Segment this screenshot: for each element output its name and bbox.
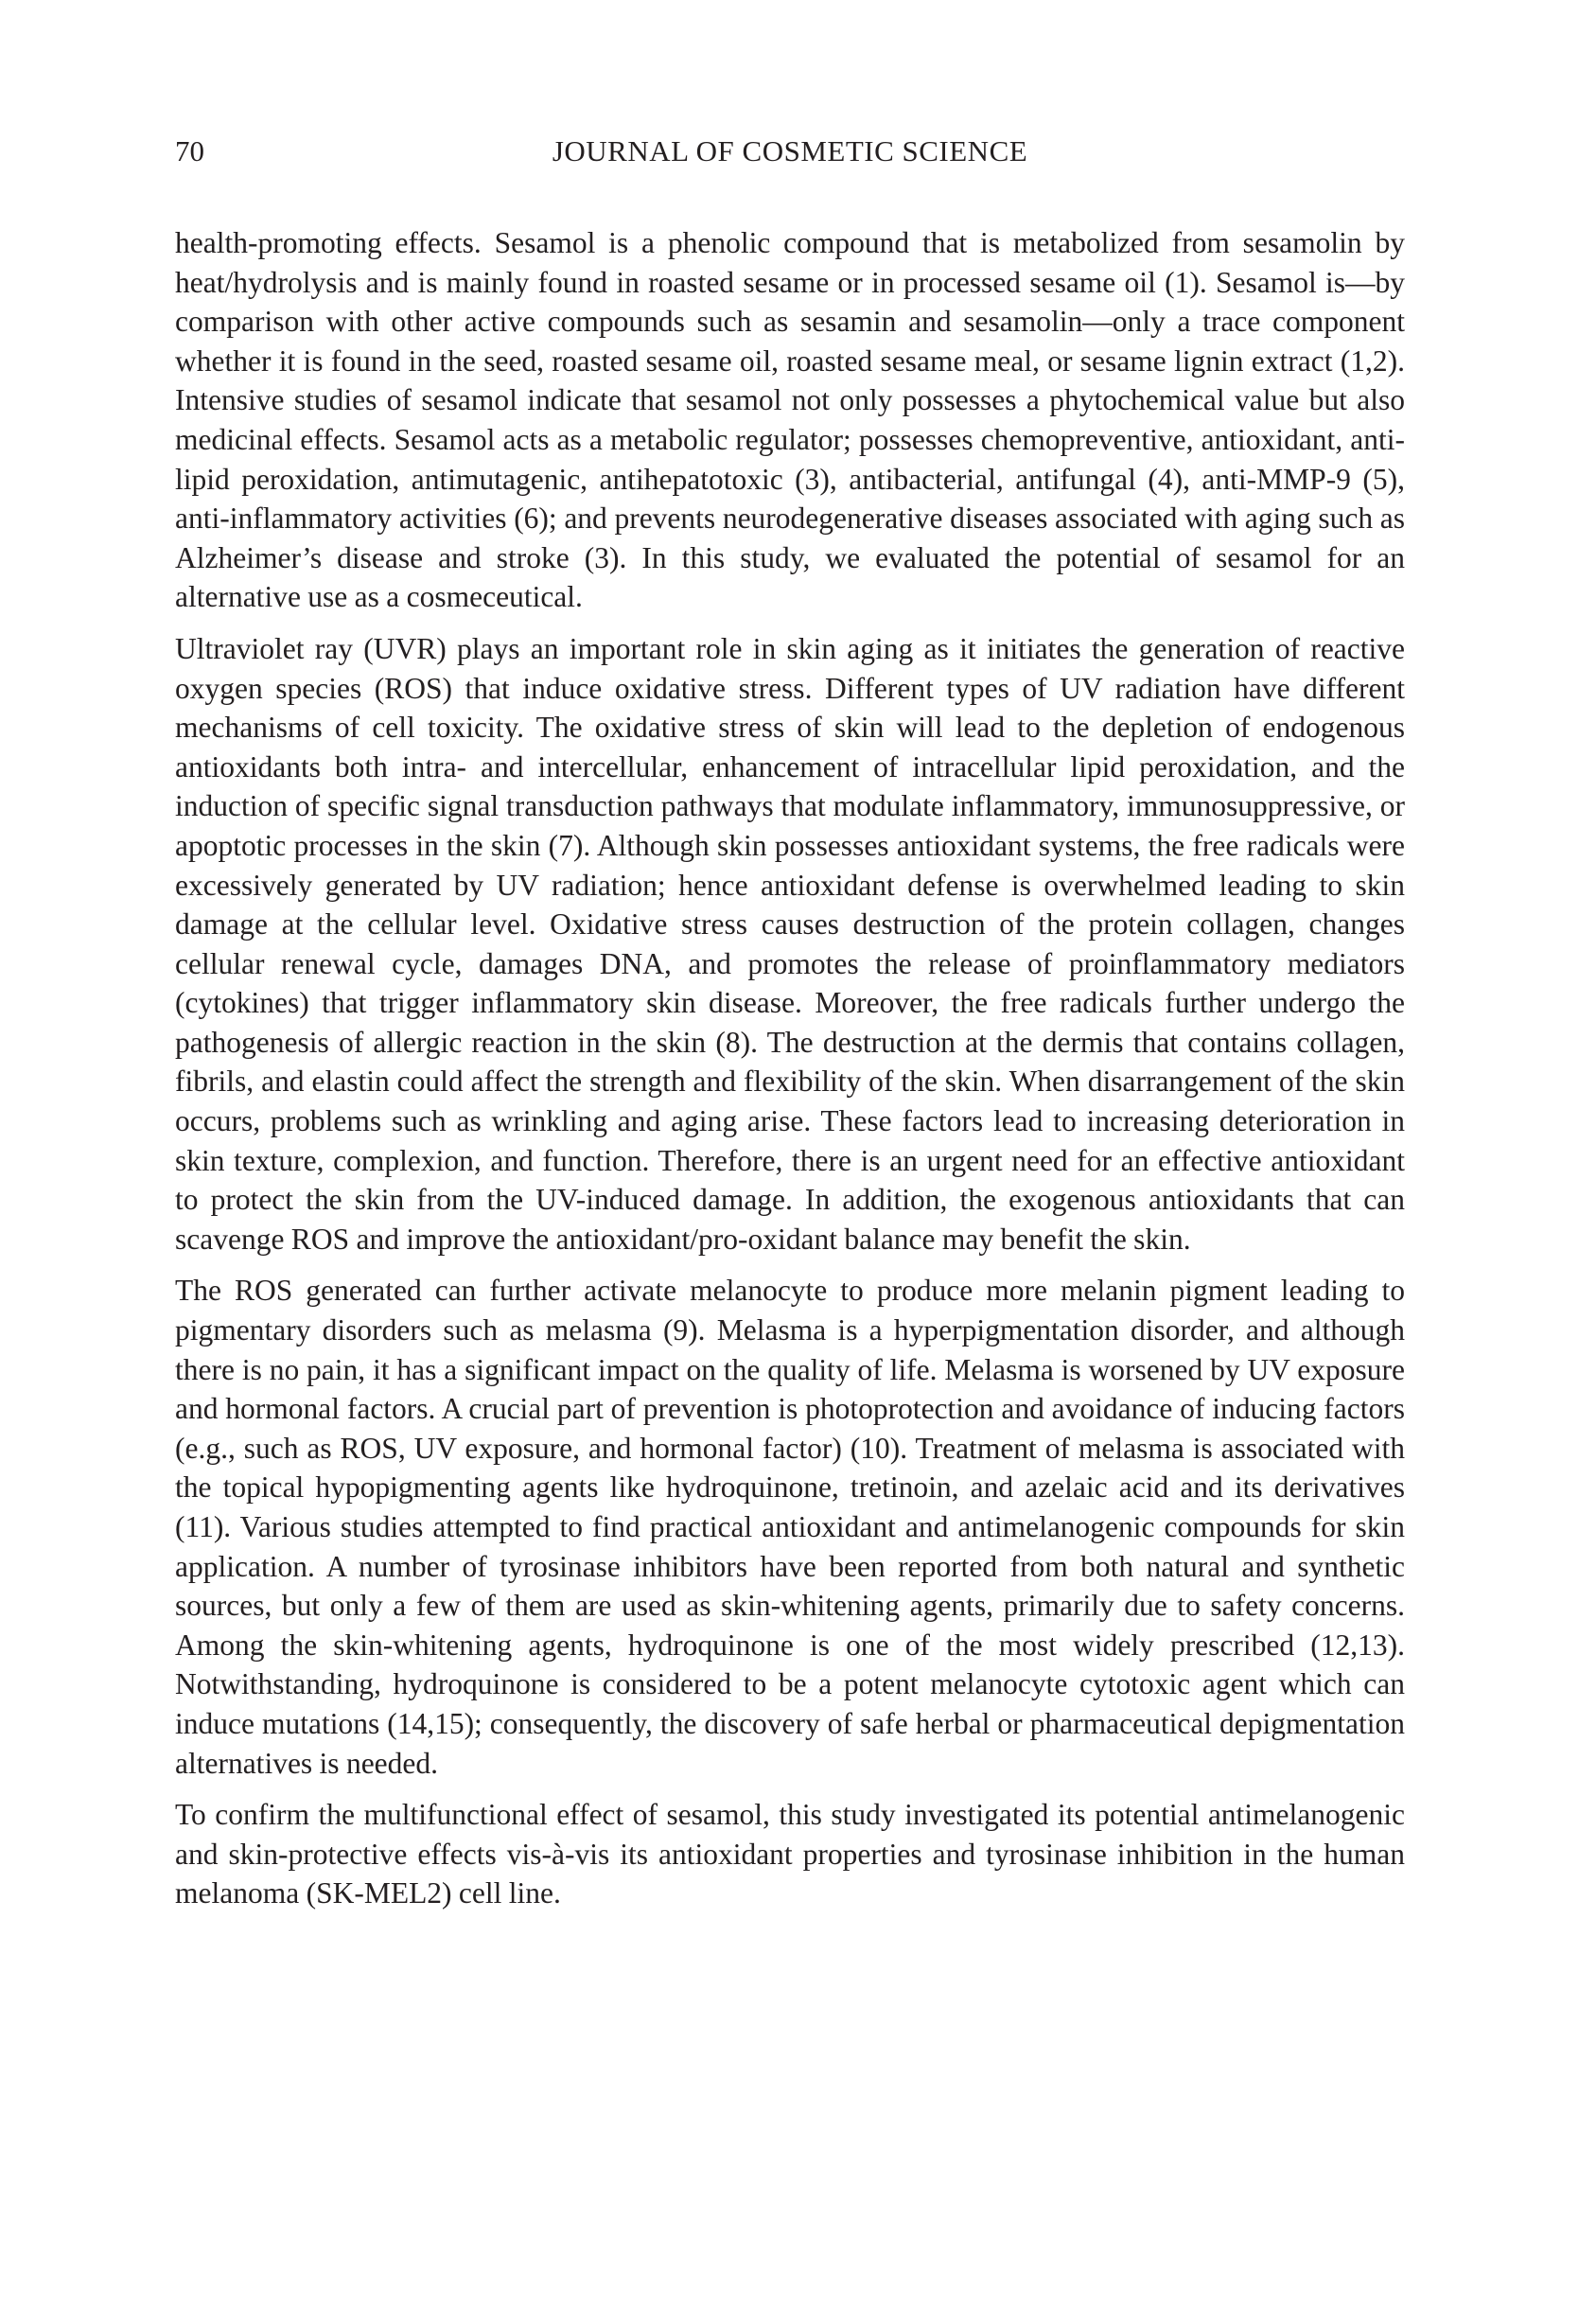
paragraph-melasma: The ROS generated can further activate melanocyte to produce more melanin pigment leading to pigmentary disorders such as melasma (9). Melasma is a hyperpigmentation disorder, and although there is no pain, it has a significant impact on the quality of life. Melasma is worsened by UV exposure and hormonal factors. A crucial part of prevention is photoprotection and avoidance of inducing factors (e.g., such as ROS, UV exposure, and hormonal factor) (10). Treatment of melasma is associated with the topical hypopigmenting agents like hydroquinone, tretinoin, and azelaic acid and its derivatives (11). Various studies attempted to find practical antioxidant and antimelanogenic compounds for skin application. A number of tyrosinase inhibitors have been reported from both natural and synthetic sources, but only a few of them are used as skin-whitening agents, primarily due to safety concerns. Among the skin-whitening agents, hydroquinone is one of the most widely prescribed (12,13). Notwithstanding, hydroquinone is considered to be a potent melanocyte cytotoxic agent which can induce mutations (14,15); consequently, the discovery of safe herbal or pharmaceutical depigmentation alternatives is needed.: [175, 1274, 1405, 1780]
running-header: [175, 131, 1405, 172]
body-text: [175, 223, 1405, 1926]
journal-title: JOURNAL OF COSMETIC SCIENCE: [552, 134, 1028, 167]
paragraph-sesamol-intro: health-promoting effects. Sesamol is a phenolic compound that is metabolized from sesamolin by heat/hydrolysis and is mainly found in roasted sesame or in processed sesame oil (1). Sesamol is—by comparison with other active compounds such as sesamin and sesamolin—only a trace component whether it is found in the seed, roasted sesame oil, roasted sesame meal, or sesame lignin extract (1,2). Intensive studies of sesamol indicate that sesamol not only possesses a phytochemical value but also medicinal effects. Sesamol acts as a metabolic regulator; possesses chemopreventive, antioxidant, anti-lipid peroxidation, antimutagenic, antihepatotoxic (3), antibacterial, antifungal (4), anti-MMP-9 (5), anti-inflammatory activities (6); and prevents neurodegenerative diseases associated with aging such as Alzheimer’s disease and stroke (3). In this study, we evaluated the potential of sesamol for an alternative use as a cosmeceutical.: [175, 226, 1405, 614]
paragraph-study-aim: To confirm the multifunctional effect of sesamol, this study investigated its potential antimelanogenic and skin-protective effects vis-à-vis its antioxidant properties and tyrosinase inhibition in the human melanoma (SK-MEL2) cell line.: [175, 1798, 1405, 1910]
page-number: 70: [175, 134, 204, 167]
paragraph-uv-skin-aging: Ultraviolet ray (UVR) plays an important role in skin aging as it initiates the generation of reactive oxygen species (ROS) that induce oxidative stress. Different types of UV radiation have different mechanisms of cell toxicity. The oxidative stress of skin will lead to the depletion of endogenous antioxidants both intra- and intercellular, enhancement of intracellular lipid peroxidation, and the induction of specific signal transduction pathways that modulate inflammatory, immunosuppressive, or apoptotic processes in the skin (7). Although skin possesses antioxidant systems, the free radicals were excessively generated by UV radiation; hence antioxidant defense is overwhelmed leading to skin damage at the cellular level. Oxidative stress causes destruction of the protein collagen, changes cellular renewal cycle, damages DNA, and promotes the release of proinflammatory mediators (cytokines) that trigger inflammatory skin disease. Moreover, the free radicals further undergo the pathogenesis of allergic reaction in the skin (8). The destruction at the dermis that contains collagen, fibrils, and elastin could affect the strength and flexibility of the skin. When disarrangement of the skin occurs, problems such as wrinkling and aging arise. These factors lead to increasing deterioration in skin texture, complexion, and function. Therefore, there is an urgent need for an effective antioxidant to protect the skin from the UV-induced damage. In addition, the exogenous antioxidants that can scavenge ROS and improve the antioxidant/pro-oxidant balance may benefit the skin.: [175, 631, 1405, 1256]
